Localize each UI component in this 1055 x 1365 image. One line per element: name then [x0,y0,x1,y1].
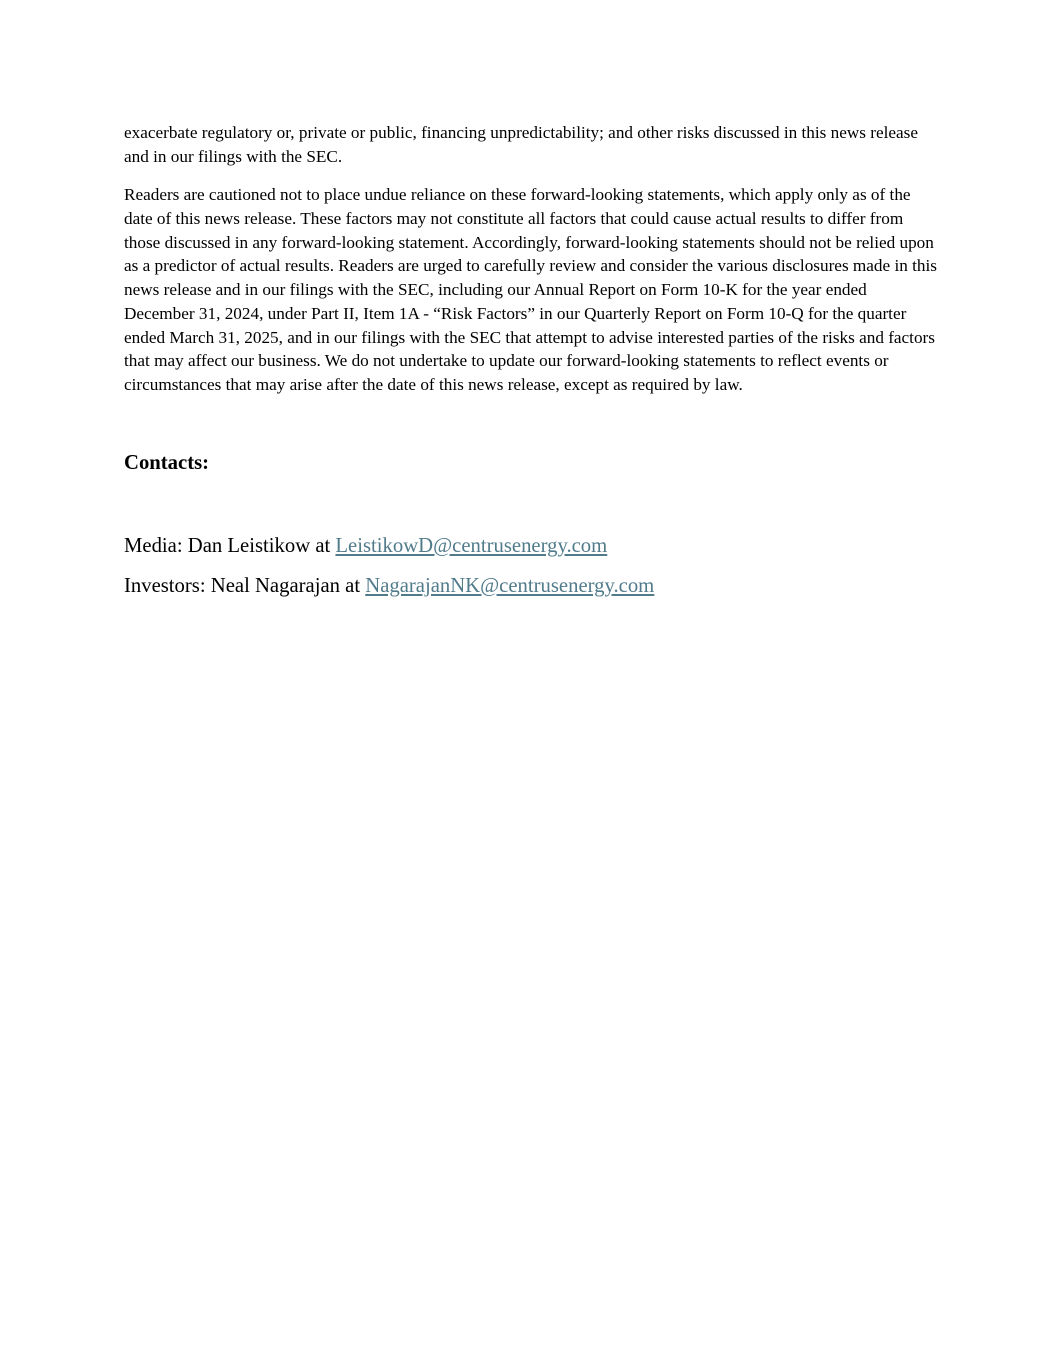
investors-contact-label: Investors: Neal Nagarajan at [124,574,366,597]
forward-looking-risks-paragraph: exacerbate regulatory or, private or public, financing unpredictability; and other risks discussed in this news release and in our filings with the SEC. [124,123,918,166]
media-contact-line [124,534,940,558]
investors-contact-line [124,574,940,598]
contacts-heading: Contacts: [124,451,210,474]
media-contact-label: Media: Dan Leistikow at [124,534,336,557]
investors-email-link[interactable]: NagarajanNK@centrusenergy.com [365,574,655,597]
page-content [0,0,1055,598]
cautionary-statement-paragraph: Readers are cautioned not to place undue reliance on these forward-looking statements, which apply only as of the date of this news release. These factors may not constitute all factors that could cause actual results to differ from those discussed in any forward-looking statement. Accordingly, forward-looking statements should not be relied upon as a predictor of actual results. Readers are urged to carefully review and consider the various disclosures made in this news release and in our filings with the SEC, including our Annual Report on Form 10-K for the year ended December 31, 2024, under Part II, Item 1A - “Risk Factors” in our Quarterly Report on Form 10-Q for the quarter ended March 31, 2025, and in our filings with the SEC that attempt to advise interested parties of the risks and factors that may affect our business. We do not undertake to update our forward-looking statements to reflect events or circumstances that may arise after the date of this news release, except as required by law. [124,185,937,394]
media-email-link[interactable]: LeistikowD@centrusenergy.com [335,534,608,557]
